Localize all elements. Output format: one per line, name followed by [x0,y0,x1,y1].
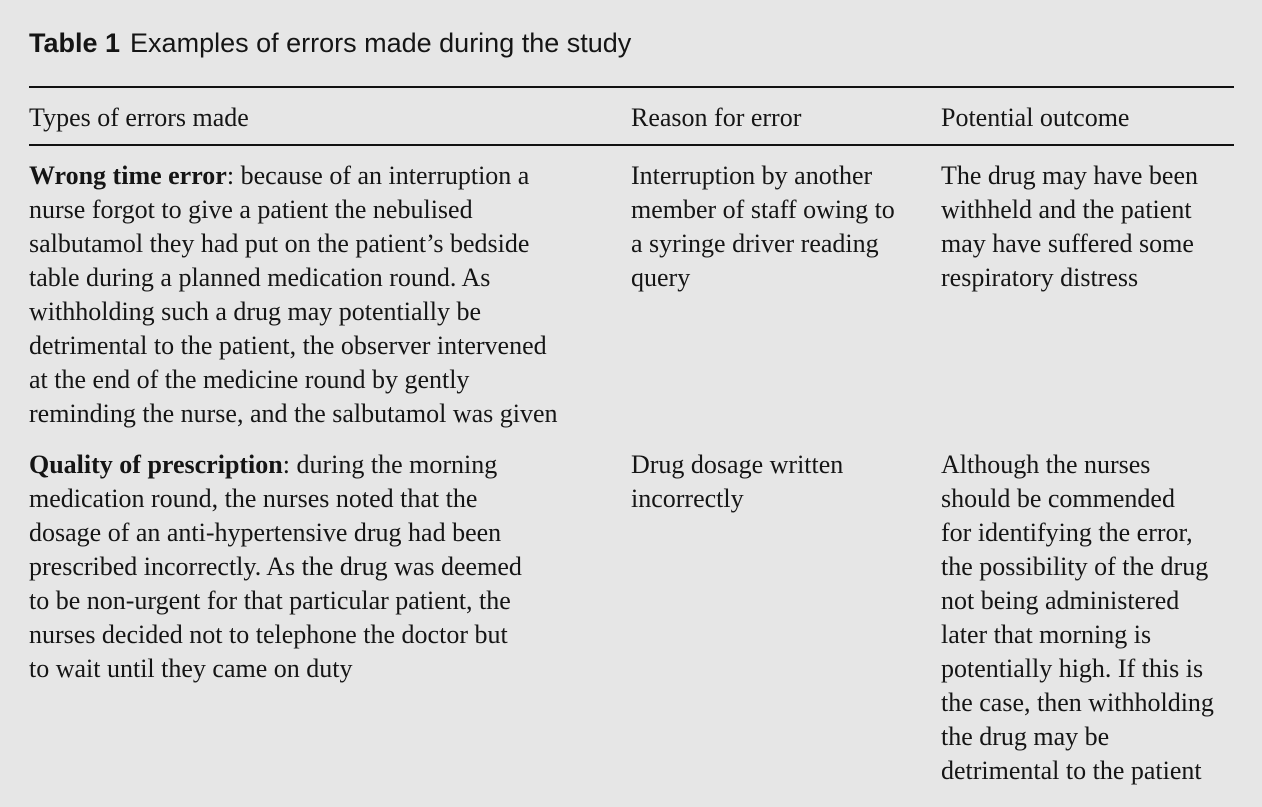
row-2-reason: Drug dosage written incorrectly [631,450,844,513]
header-reason-for-error: Reason for error [631,103,802,132]
row-2-outcome: Although the nurses should be commended for identifying the error, the possibility of the drug not being administered later that morning is potentially high. If this is the case, then withholding the drug may be detrimental to the patient [941,450,1214,785]
table-top-rule [29,86,1234,88]
table-caption [29,25,631,61]
row-2-error-term: Quality of prescription [29,450,283,479]
row-1-reason: Interruption by another member of staff owing to a syringe driver reading query [631,161,895,292]
row-1-error-text: : because of an interruption a nurse forgot to give a patient the nebulised salbutamol they had put on the patient’s bedside table during a planned medication round. As withholding such a drug may potentially be detrimental to the patient, the observer intervened at the end of the medicine round by gently reminding the nurse, and the salbutamol was given [29,161,558,428]
row-1-error-term: Wrong time error [29,161,227,190]
table-header-rule [29,144,1234,146]
row-2-error-description [29,448,619,686]
row-1-error-description [29,159,619,431]
header-potential-outcome: Potential outcome [941,103,1130,132]
table-title: Examples of errors made during the study [130,28,632,58]
header-types-of-errors: Types of errors made [29,103,249,132]
row-1-outcome: The drug may have been withheld and the patient may have suffered some respiratory distress [941,161,1199,292]
table-label: Table 1 [29,28,121,58]
row-2-error-text: : during the morning medication round, the nurses noted that the dosage of an anti-hypertensive drug had been prescribed incorrectly. As the drug was deemed to be non-urgent for that particular patient, the nurses decided not to telephone the doctor but to wait until they came on duty [29,450,522,683]
